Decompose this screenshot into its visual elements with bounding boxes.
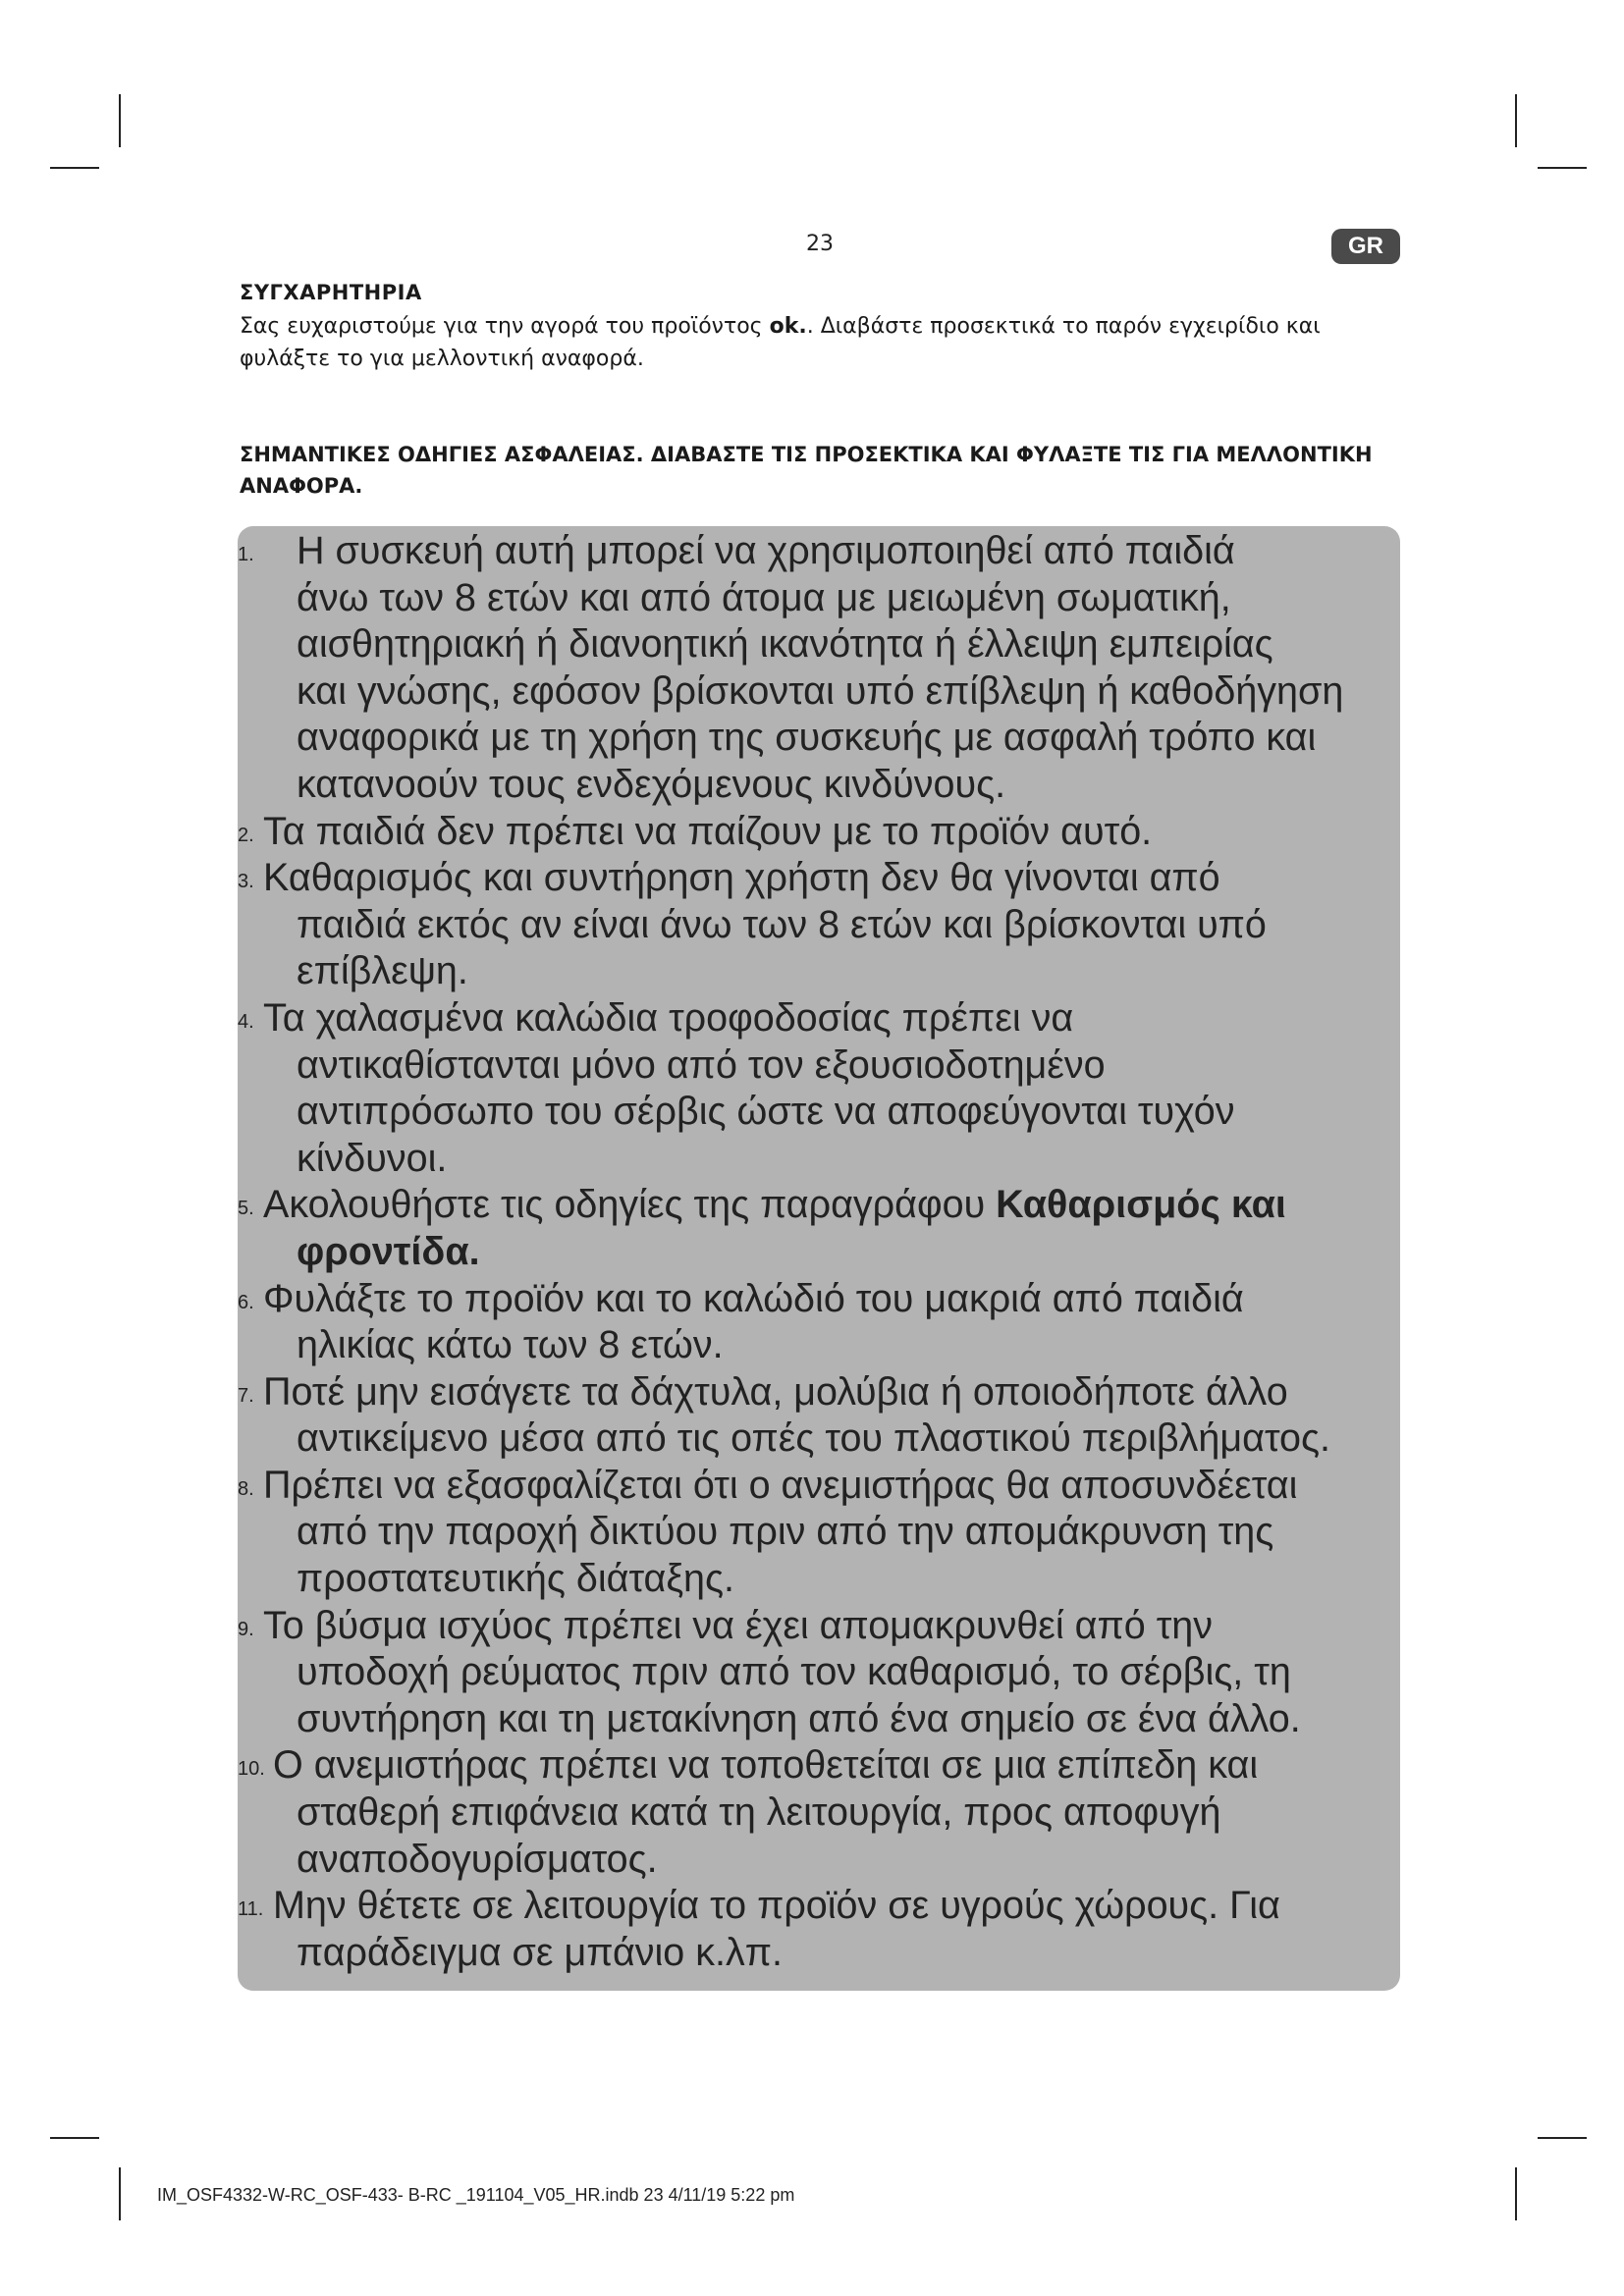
crop-mark <box>1538 167 1587 169</box>
congratulations-title: ΣΥΓΧΑΡΗΤΗΡΙΑ <box>240 281 422 304</box>
item-line: παράδειγμα σε μπάνιο κ.λπ. <box>297 1930 783 1974</box>
item-line: ηλικίας κάτω των 8 ετών. <box>297 1323 724 1367</box>
item-line: σταθερή επιφάνεια κατά τη λειτουργία, προς αποφυγή <box>297 1790 1221 1835</box>
item-line: Ποτέ μην εισάγετε τα δάχτυλα, μολύβια ή οποιοδήποτε άλλο <box>263 1369 1288 1414</box>
safety-heading: ΣΗΜΑΝΤΙΚΕΣ ΟΔΗΓΙΕΣ ΑΣΦΑΛΕΙΑΣ. ΔΙΑΒΑΣΤΕ ΤΙΣ ΠΡΟΣΕΚΤΙΚΑ ΚΑΙ ΦΥΛΑΞΤΕ ΤΙΣ ΓΙΑ ΜΕΛΛΟΝΤΙΚΗ ΑΝΑΦΟΡΑ. <box>240 443 1373 498</box>
item-line: κατανοούν τους ενδεχόμενους κινδύνους. <box>297 762 1006 806</box>
item-number: 6. <box>238 1291 254 1313</box>
list-item <box>238 855 1406 995</box>
item-number: 9. <box>238 1618 254 1640</box>
brand-name: ok. <box>769 314 807 339</box>
list-item <box>238 1276 1406 1369</box>
list-item <box>238 1369 1406 1463</box>
item-line: υποδοχή ρεύματος πριν από τον καθαρισμό, το σέρβις, τη <box>297 1650 1291 1694</box>
item-number: 2. <box>238 824 254 846</box>
item-line: επίβλεψη. <box>297 949 468 993</box>
item-line: αντικαθίστανται μόνο από τον εξουσιοδοτημένο <box>297 1042 1106 1087</box>
item-line: παιδιά εκτός αν είναι άνω των 8 ετών και βρίσκονται υπό <box>297 902 1267 946</box>
crop-mark <box>1515 2167 1517 2220</box>
item-text: Ακολουθήστε τις οδηγίες της παραγράφου <box>263 1183 997 1227</box>
crop-mark <box>119 2167 121 2220</box>
page-number: 23 <box>806 232 834 256</box>
item-line: αναφορικά με τη χρήση της συσκευής με ασφαλή τρόπο και <box>297 716 1317 760</box>
item-number: 7. <box>238 1384 254 1407</box>
list-item <box>238 1603 1406 1743</box>
list-item <box>238 995 1406 1182</box>
crop-mark <box>1515 94 1517 147</box>
list-item <box>238 1742 1406 1883</box>
item-line: συντήρηση και τη μετακίνηση από ένα σημείο σε ένα άλλο. <box>297 1696 1301 1740</box>
item-line: Τα παιδιά δεν πρέπει να παίζουν με το προϊόν αυτό. <box>263 809 1153 853</box>
item-number: 11. <box>238 1898 264 1921</box>
item-line: Η συσκευή αυτή μπορεί να χρησιμοποιηθεί από παιδιά <box>297 529 1235 572</box>
crop-mark <box>50 2137 99 2139</box>
item-line: Το βύσμα ισχύος πρέπει να έχει απομακρυνθεί από την <box>263 1603 1214 1647</box>
item-line: Φυλάξτε το προϊόν και το καλώδιό του μακριά από παιδιά <box>263 1276 1244 1320</box>
item-line: Πρέπει να εξασφαλίζεται ότι ο ανεμιστήρας θα αποσυνδέεται <box>263 1463 1298 1507</box>
item-line: κίνδυνοι. <box>297 1136 448 1180</box>
congratulations-text <box>240 310 1398 375</box>
item-line: άνω των 8 ετών και από άτομα με μειωμένη σωματική, <box>297 575 1231 619</box>
list-item <box>238 1463 1406 1603</box>
item-bold-text: φροντίδα. <box>297 1229 480 1273</box>
safety-instructions-list <box>238 528 1406 1976</box>
item-number: 10. <box>238 1758 265 1781</box>
item-number: 3. <box>238 871 254 893</box>
item-line: Μην θέτετε σε λειτουργία το προϊόν σε υγρούς χώρους. Για <box>273 1884 1280 1928</box>
item-number: 1. <box>238 544 254 565</box>
item-line: αισθητηριακή ή διανοητική ικανότητα ή έλλειψη εμπειρίας <box>297 622 1273 667</box>
list-item <box>238 1182 1406 1275</box>
list-item <box>238 1883 1406 1976</box>
crop-mark <box>1538 2137 1587 2139</box>
item-number: 4. <box>238 1010 254 1033</box>
item-line: αντικείμενο μέσα από τις οπές του πλαστικού περιβλήματος. <box>297 1416 1330 1461</box>
item-line: Καθαρισμός και συντήρηση χρήστη δεν θα γίνονται από <box>263 856 1220 900</box>
item-bold-text: Καθαρισμός και <box>996 1183 1286 1227</box>
crop-mark <box>119 94 121 147</box>
item-line: αναποδογυρίσματος. <box>297 1837 658 1881</box>
item-line: Τα χαλασμένα καλώδια τροφοδοσίας πρέπει να <box>263 995 1074 1040</box>
item-line: από την παροχή δικτύου πριν από την απομάκρυνση της <box>297 1510 1274 1554</box>
congratulations-text-after-brand: . Διαβάστε προσεκτικά το παρόν εγχειρίδιο και φυλάξτε το για μελλοντική αναφορά. <box>240 314 1321 371</box>
item-line: αντιπρόσωπο του σέρβις ώστε να αποφεύγονται τυχόν <box>297 1090 1235 1134</box>
print-footer: IM_OSF4332-W-RC_OSF-433- B-RC _191104_V05_HR.indb 23 4/11/19 5:22 pm <box>157 2185 795 2205</box>
crop-mark <box>50 167 99 169</box>
item-line: και γνώσης, εφόσον βρίσκονται υπό επίβλεψη ή καθοδήγηση <box>297 668 1344 713</box>
list-item <box>238 528 1406 809</box>
item-number: 8. <box>238 1477 254 1500</box>
item-line: προστατευτικής διάταξης. <box>297 1557 735 1601</box>
list-item <box>238 809 1406 856</box>
congratulations-text-before-brand: Σας ευχαριστούμε για την αγορά του προϊόντος <box>240 314 770 339</box>
language-badge: GR <box>1331 229 1400 264</box>
item-line: Ο ανεμιστήρας πρέπει να τοποθετείται σε μια επίπεδη και <box>273 1743 1259 1788</box>
item-number: 5. <box>238 1198 254 1220</box>
